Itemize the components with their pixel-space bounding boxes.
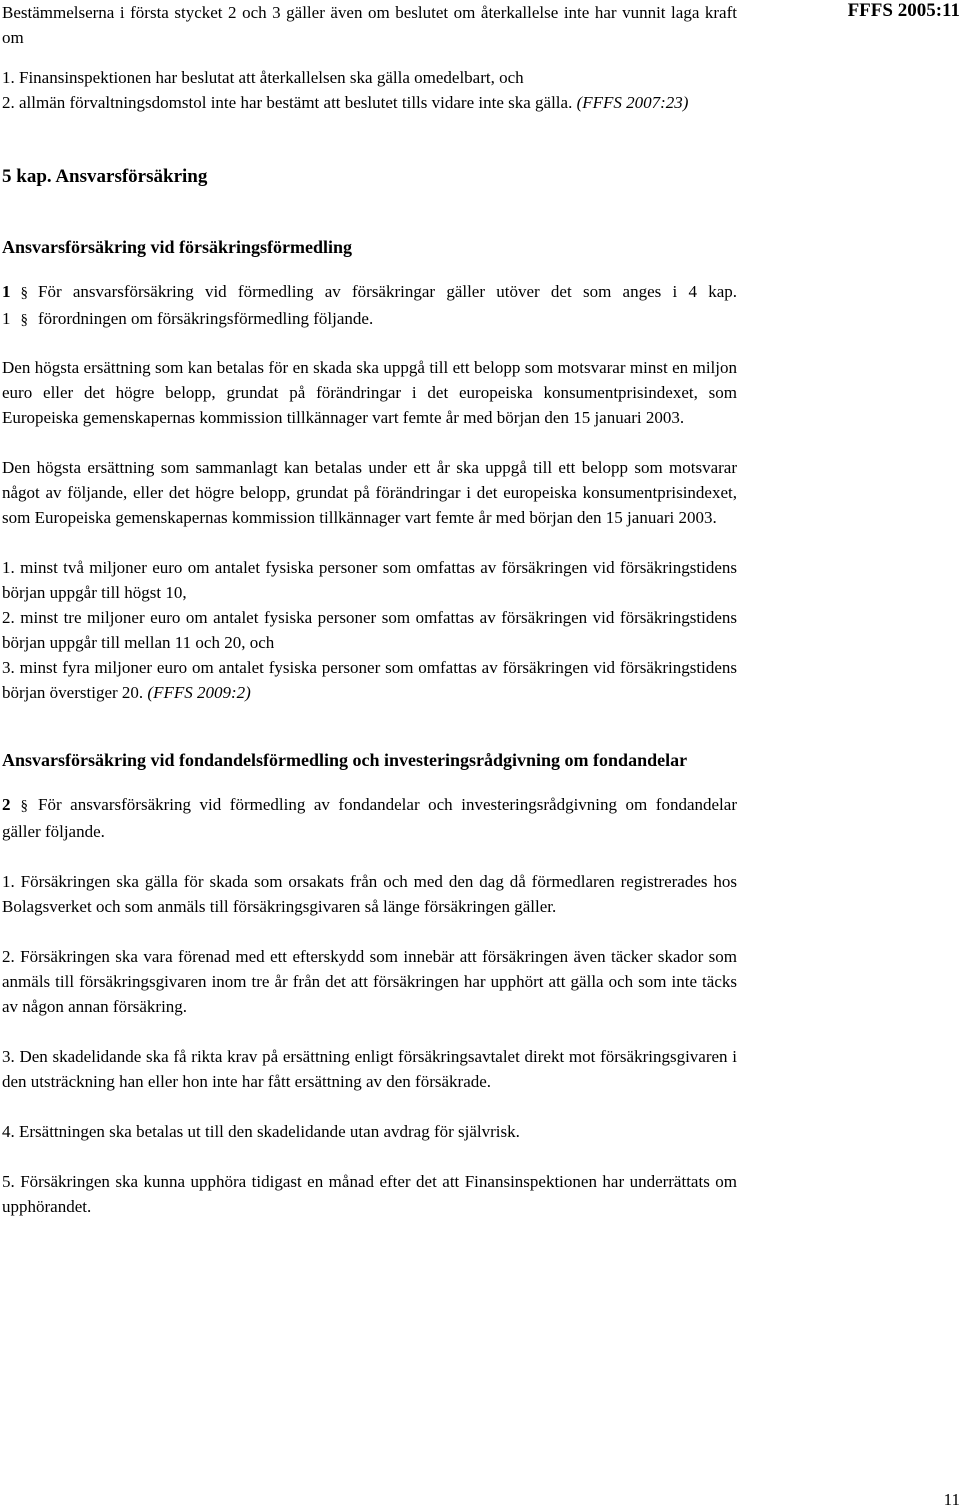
document-body [2, 3, 737, 1219]
page-number: 11 [943, 1490, 960, 1509]
section1-list-item-3-text: 3. minst fyra miljoner euro om antalet fysiska personer som omfattas av försäkringen vid försäkringstidens början överstiger 20. [2, 658, 737, 702]
intro-item-1: 1. Finansinspektionen har beslutat att återkallelsen ska gälla omedelbart, och [2, 68, 524, 87]
section2-para-number: 2 [2, 795, 11, 814]
document-code: FFFS 2005:11 [847, 0, 960, 21]
section1-list-item-3 [2, 655, 737, 705]
section2-item-4: 4. Ersättningen ska betalas ut till den skadelidande utan avdrag för självrisk. [2, 1122, 520, 1141]
section-symbol: § [20, 285, 28, 301]
section2-item-1: 1. Försäkringen ska gälla för skada som orsakats från och med den dag då förmedlaren registrerades hos Bolagsverket och som anmäls till försäkringsgivaren så länge försäkringen gäller. [2, 872, 737, 916]
intro-item-2 [2, 90, 737, 115]
section1-list-item-2: 2. minst tre miljoner euro om antalet fysiska personer som omfattas av försäkringen vid försäkringstidens början uppgår till mellan 11 och 20, och [2, 608, 737, 652]
section1-heading: Ansvarsförsäkring vid försäkringsförmedling [2, 237, 353, 257]
section1-paragraph-2: Den högsta ersättning som kan betalas för en skada ska uppgå till ett belopp som motsvarar minst en miljon euro eller det högre belopp, grundat på förändringar i det europeiska konsumentprisindexet, som Europeiska gemenskapernas kommission tillkännager vart femte år med början den 15 januari 2003. [2, 358, 737, 427]
intro-reference: (FFFS 2007:23) [576, 93, 689, 112]
section1-paragraph-1 [2, 279, 737, 333]
intro-item-2-text: 2. allmän förvaltningsdomstol inte har bestämt att beslutet tills vidare inte ska gälla. [2, 93, 573, 112]
section1-reference: (FFFS 2009:2) [147, 683, 251, 702]
chapter-title: 5 kap. Ansvarsförsäkring [2, 166, 208, 187]
section1-para-number: 1 [2, 282, 11, 301]
section2-item-3: 3. Den skadelidande ska få rikta krav på ersättning enligt försäkringsavtalet direkt mot försäkringsgivaren i den utsträckning han eller hon inte har fått ersättning av den försäkrade. [2, 1047, 737, 1091]
section2-item-2: 2. Försäkringen ska vara förenad med ett efterskydd som innebär att försäkringen även täcker skador som anmäls till försäkringsgivaren inom tre år från det att försäkringen har upphört att gälla och som inte täcks av någon annan försäkring. [2, 947, 737, 1016]
section2-paragraph-1 [2, 792, 737, 844]
section2-item-5: 5. Försäkringen ska kunna upphöra tidigast en månad efter det att Finansinspektionen har underrättats om upphörandet. [2, 1172, 737, 1216]
section1-para-text-a: För ansvarsförsäkring vid förmedling av försäkringar gäller utöver det som anges i 4 kap. 1 [2, 282, 737, 328]
section1-paragraph-3: Den högsta ersättning som sammanlagt kan betalas under ett år ska uppgå till ett belopp som motsvarar något av följande, eller det högre belopp, grundat på förändringar i det europeiska konsumentprisindexet, som Europeiska gemenskapernas kommission tillkännager vart femte år med början den 15 januari 2003. [2, 458, 737, 527]
intro-text: Bestämmelserna i första stycket 2 och 3 gäller även om beslutet om återkallelse inte har vunnit laga kraft om [2, 3, 737, 47]
section2-para-text: För ansvarsförsäkring vid förmedling av fondandelar och investeringsrådgivning om fondandelar gäller följande. [2, 795, 737, 841]
section-symbol-inline: § [20, 312, 28, 328]
section1-para-text-b: förordningen om försäkringsförmedling följande. [38, 309, 374, 328]
section-symbol-2: § [20, 798, 28, 814]
section2-heading: Ansvarsförsäkring vid fondandelsförmedling och investeringsrådgivning om fondandelar [2, 750, 688, 770]
section1-list-item-1: 1. minst två miljoner euro om antalet fysiska personer som omfattas av försäkringen vid försäkringstidens början uppgår till högst 10, [2, 558, 737, 602]
